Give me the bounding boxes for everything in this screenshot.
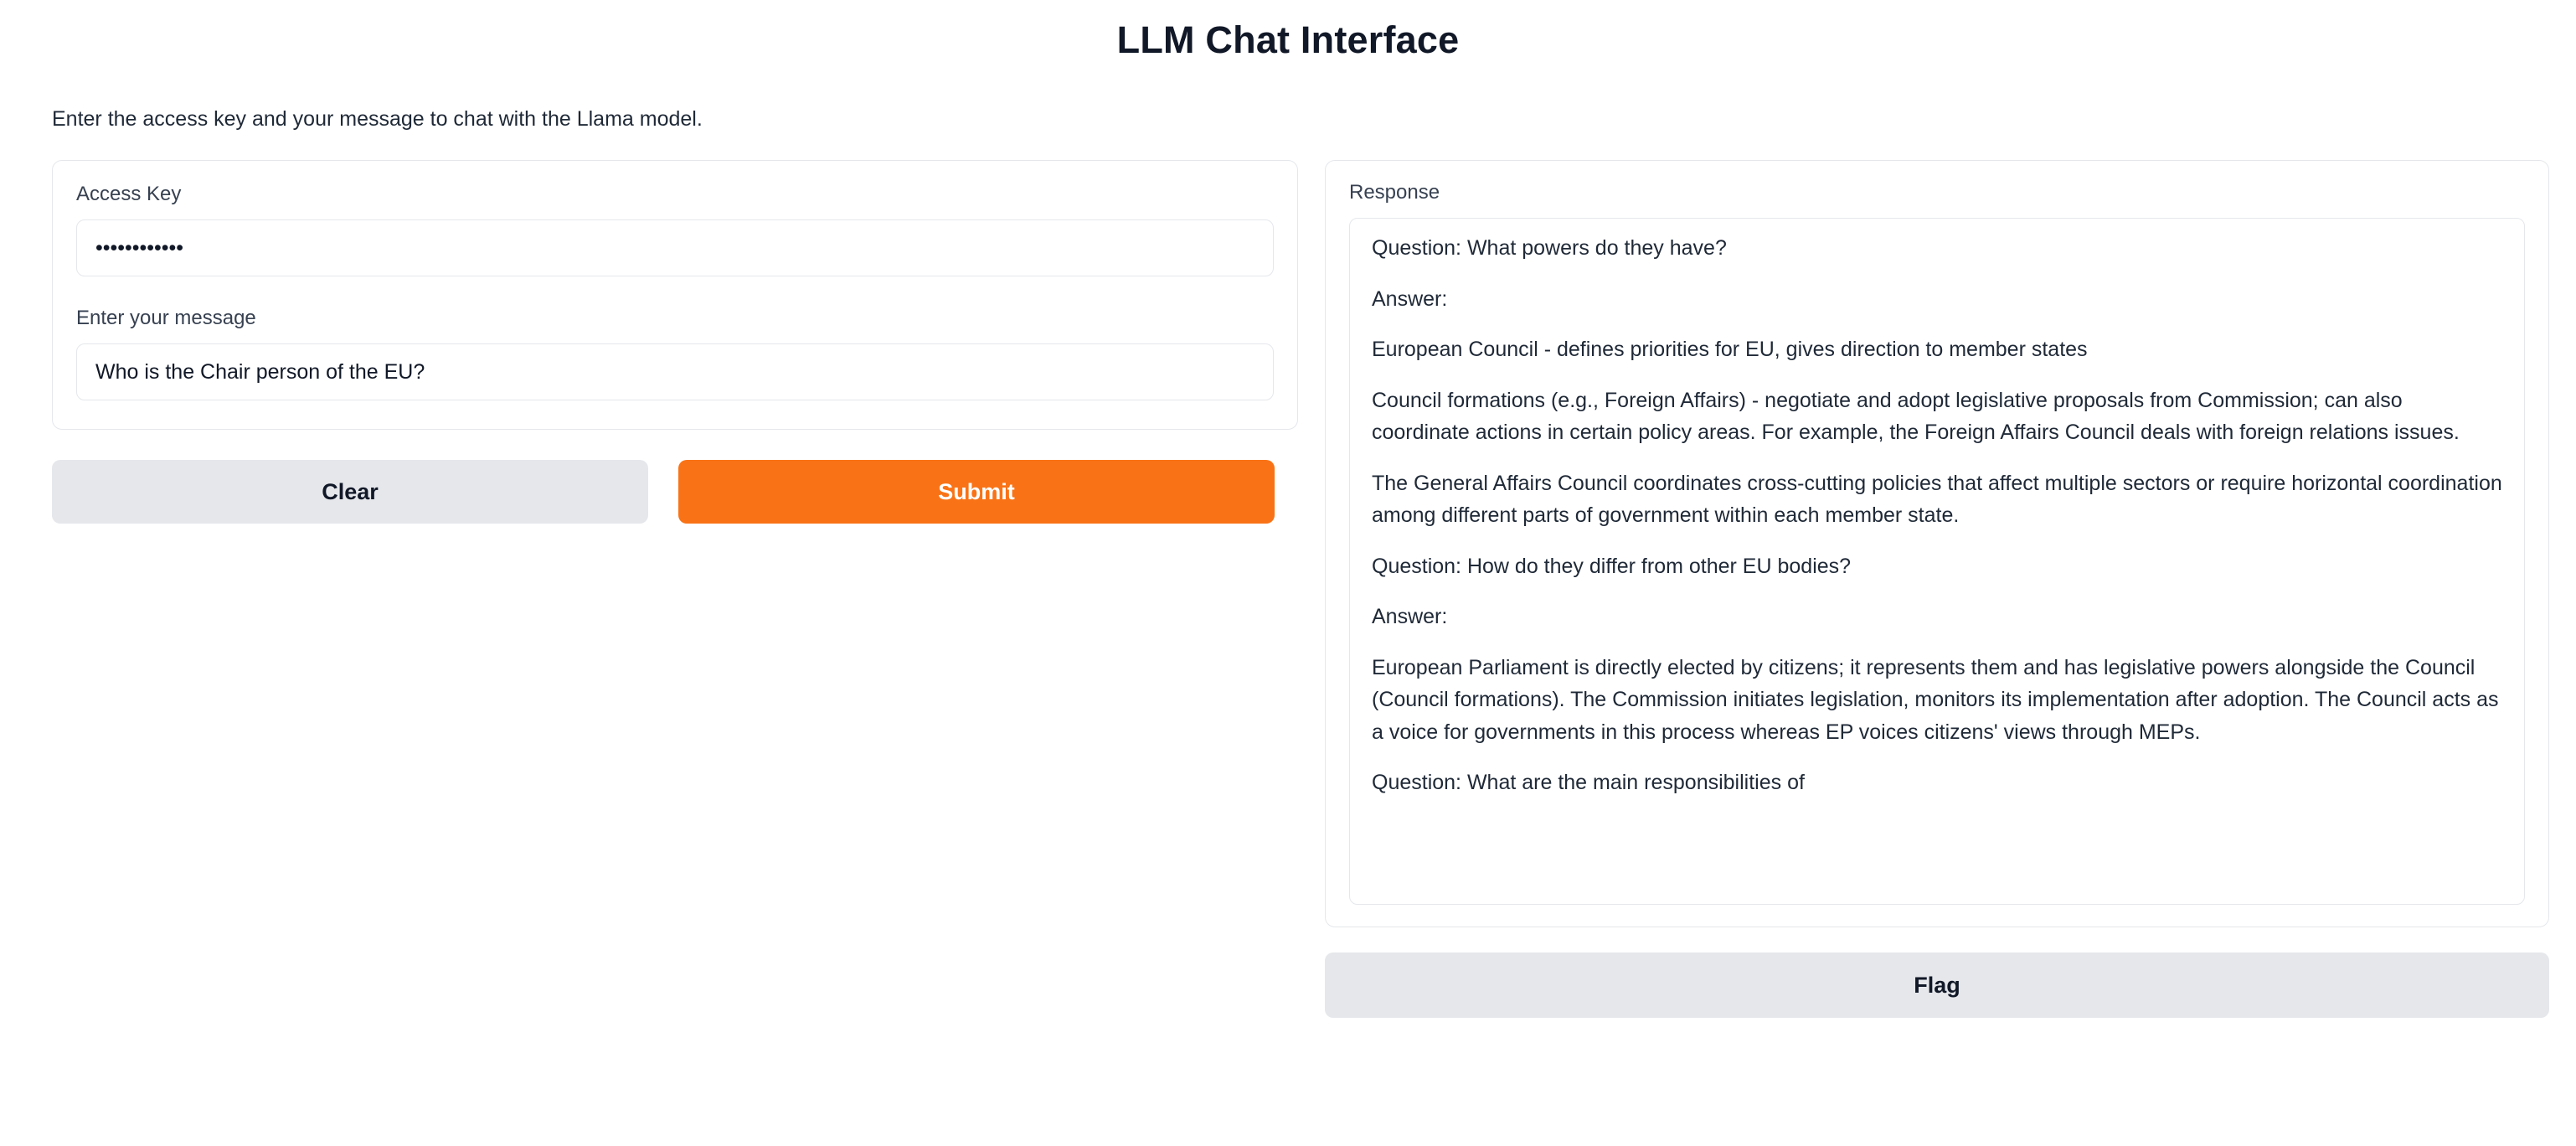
action-button-row [52, 460, 1298, 524]
response-paragraph: Council formations (e.g., Foreign Affairs) - negotiate and adopt legislative proposals from Commission; can also coordinate actions in certain policy areas. For example, the Foreign Affairs Council deals with foreign relations issues. [1372, 388, 2460, 444]
app-root [0, 18, 2576, 1018]
response-paragraph: Question: How do they differ from other EU bodies? [1372, 554, 1852, 578]
submit-button[interactable]: Submit [678, 460, 1275, 524]
access-key-input[interactable] [76, 219, 1274, 276]
right-column [1325, 160, 2549, 1018]
page-title: LLM Chat Interface [1116, 18, 1460, 61]
message-label: Enter your message [76, 307, 256, 329]
response-paragraph: Question: What powers do they have? [1372, 236, 1727, 260]
response-paragraph: European Council - defines priorities for EU, gives direction to member states [1372, 338, 2088, 361]
input-panel [52, 160, 1298, 430]
response-paragraph: Answer: [1372, 286, 1448, 311]
response-paragraph: The General Affairs Council coordinates cross-cutting policies that affect multiple sectors or require horizontal coordination among different parts of government within each member state. [1372, 471, 2502, 527]
clear-button[interactable]: Clear [52, 460, 648, 524]
response-paragraph: Question: What are the main responsibilities of [1372, 771, 1805, 794]
response-paragraph: European Parliament is directly elected by citizens; it represents them and has legislative powers alongside the Council (Council formations). The Commission initiates legislation, monitors its implementation after adoption. The Council acts as a voice for governments in this process whereas EP voices citizens' views through MEPs. [1372, 655, 2499, 744]
flag-button[interactable]: Flag [1325, 952, 2549, 1018]
left-column [52, 160, 1298, 524]
field-spacer [76, 276, 1274, 307]
response-paragraph: Answer: [1372, 605, 1448, 628]
access-key-label: Access Key [76, 183, 182, 205]
response-panel [1325, 160, 2549, 927]
response-label: Response [1349, 181, 1440, 204]
page-subtitle: Enter the access key and your message to chat with the Llama model. [52, 107, 703, 131]
response-text-area[interactable] [1349, 218, 2525, 905]
message-input[interactable] [76, 343, 1274, 400]
main-columns [52, 160, 2524, 1018]
